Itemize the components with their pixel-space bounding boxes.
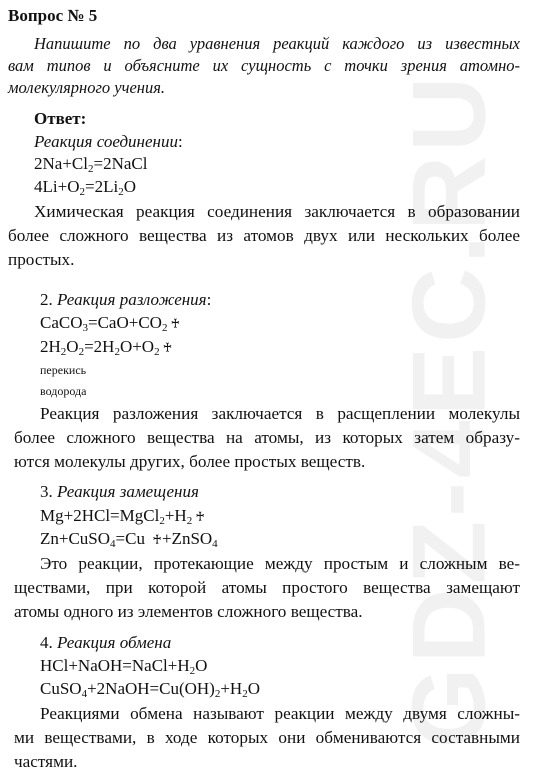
- section-4-title: 4. Реакция обмена: [40, 633, 172, 652]
- equation-lithium-oxide: $4Li+O_2=2Li_2O$: [34, 177, 136, 198]
- section-1-text-line-3: простых.: [8, 250, 75, 269]
- watermark-text: GDZ-4EC.RU: [391, 72, 508, 748]
- section-4-text-line-2: ми веществами, в ходе которых они обмениваются составными: [14, 728, 520, 747]
- section-2-text-line-2: более сложного вещества на атомы, из которых затем образу-: [14, 428, 520, 447]
- question-text-line-3: молекулярного учения.: [8, 78, 166, 97]
- peroxide-note-line-1: перекись: [40, 363, 87, 377]
- equation-sodium-chloride: $2Na+Cl_2=2NaCl$: [34, 154, 148, 175]
- gas-arrow-icon: ♰: [195, 510, 205, 525]
- question-title: Вопрос № 5: [8, 6, 98, 25]
- equation-copper-hydroxide: $CuSO_4+2NaOH=Cu(OH)_2+H_2O$: [40, 679, 260, 700]
- section-4-text-line-1: Реакциями обмена называют реакции между двумя сложны-: [40, 704, 520, 723]
- section-1-title: Реакция соединении:: [34, 132, 183, 151]
- section-2-text-line-3: ются молекулы других, более простых веществ.: [14, 452, 366, 471]
- equation-magnesium-chloride: $Mg+2HCl=MgCl_2+H_2$ ♰: [40, 506, 205, 527]
- section-1-text-line-2: более сложного вещества из атомов двух или нескольких более: [8, 226, 520, 245]
- gas-arrow-icon: ♰: [162, 341, 173, 356]
- precipitate-arrow-icon: ♰: [152, 533, 162, 548]
- section-2-title: 2. Реакция разложения:: [40, 290, 212, 309]
- answer-label: Ответ:: [34, 109, 87, 128]
- section-4-text-line-3: частями.: [14, 752, 78, 771]
- section-2-text-line-1: Реакция разложения заключается в расщеплении молекулы: [40, 404, 520, 423]
- question-text-line-1: Напишите по два уравнения реакций каждого из известных: [34, 34, 520, 53]
- gas-arrow-icon: ♰: [170, 317, 181, 332]
- section-1-text-line-1: Химическая реакция соединения заключается в образовании: [34, 202, 520, 221]
- equation-calcium-carbonate: $CaCO_3=CaO+CO_2$ ♰: [40, 313, 181, 334]
- peroxide-note-line-2: водорода: [40, 384, 87, 398]
- equation-neutralization: $HCl+NaOH=NaCl+H_2O$: [40, 656, 208, 677]
- equation-zinc-sulfate: Zn+CuSO$_4$=Cu ♰+ZnSO$_4$: [40, 529, 218, 550]
- question-text-line-2: вам типов и объясните их сущность с точки зрения атомно-: [8, 56, 520, 75]
- equation-hydrogen-peroxide: $2H_2O_2=2H_2O+O_2$ ♰: [40, 337, 173, 358]
- section-3-text-line-1: Это реакции, протекающие между простым и сложным ве-: [40, 554, 520, 573]
- section-3-text-line-2: ществами, при которой атомы простого вещества замещают: [14, 578, 520, 597]
- section-3-title: 3. Реакция замещения: [40, 482, 199, 501]
- section-3-text-line-3: атомы одного из элементов сложного вещества.: [14, 602, 363, 621]
